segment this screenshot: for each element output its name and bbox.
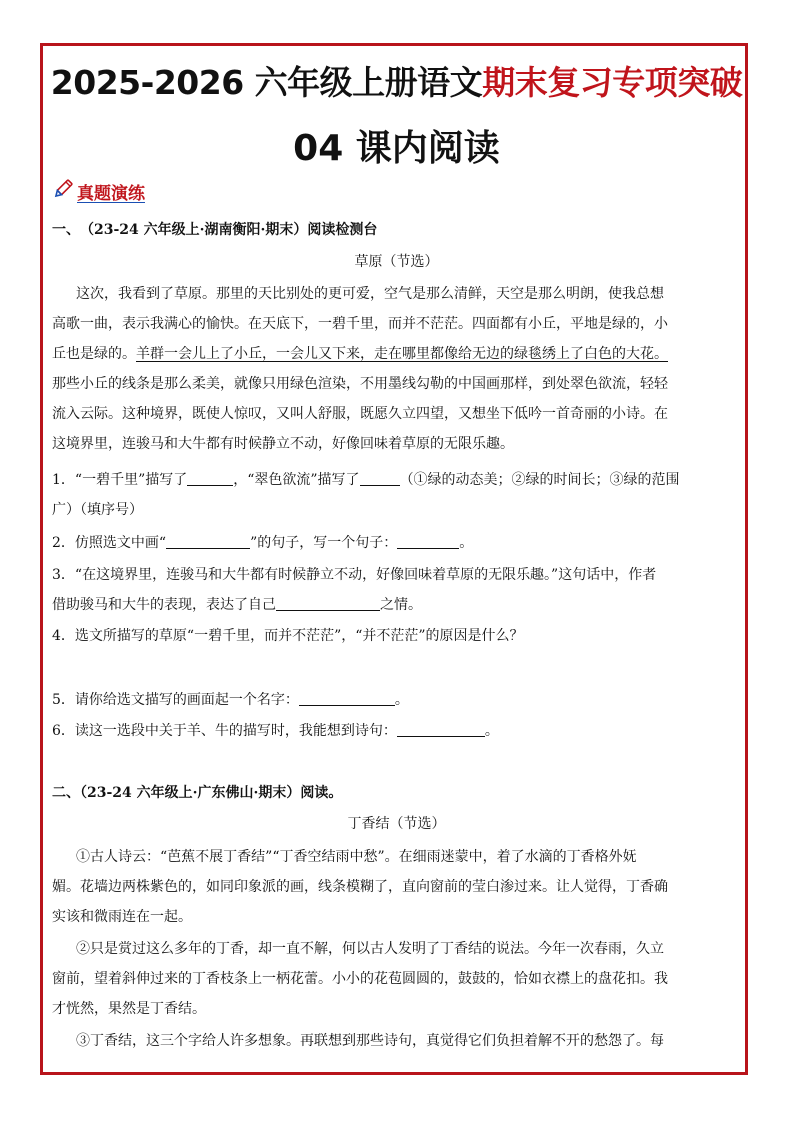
answer-blank[interactable]: [360, 471, 400, 486]
question-6: [52, 721, 747, 741]
page-subtitle: 04 课内阅读: [293, 128, 500, 169]
question-text: ，“翠色欲流”描写了: [233, 472, 360, 488]
answer-blank[interactable]: [276, 596, 380, 611]
q1-passage-text: 丘也是绿的。: [52, 346, 136, 362]
question-1-cont: 广）（填序号）: [52, 502, 143, 518]
q1-passage-title: 草原（节选）: [354, 254, 439, 270]
q1-passage-line: 流入云际。这种境界，既使人惊叹，又叫人舒服，既愿久立四望，又想坐下低吟一首奇丽的小诗。在: [52, 406, 668, 422]
q1-header: 一、 （23-24 六年级上·湖南衡阳·期末）阅读检测台: [52, 222, 378, 238]
answer-blank[interactable]: [397, 722, 485, 737]
q2-passage-line: 窗前，望着斜伸过来的丁香枝条上一柄花蕾。小小的花苞圆圆的，鼓鼓的，恰如衣襟上的盘花扣。我: [52, 971, 668, 987]
question-text: 借助骏马和大牛的表现，表达了自己: [52, 597, 276, 613]
pencil-icon: [52, 178, 74, 204]
question-3: 3．“在这境界里，连骏马和大牛都有时候静立不动，好像回味着草原的无限乐趣。”这句话中，作者: [52, 567, 657, 583]
q1-passage-line: 这次，我看到了草原。那里的天比别处的更可爱，空气是那么清鲜，天空是那么明朗，使我总想: [76, 286, 664, 302]
question-text: （①绿的动态美；②绿的时间长；③绿的范围: [399, 472, 680, 488]
q1-underlined-sentence: 羊群一会儿上了小丘，一会儿又下来，走在哪里都像给无边的绿毯绣上了白色的大花。: [136, 346, 668, 362]
question-text: 之情。: [380, 597, 422, 613]
question-4: 4．选文所描写的草原“一碧千里，而并不茫茫”，“并不茫茫”的原因是什么？: [52, 628, 524, 644]
q2-passage-line: ③丁香结，这三个字给人许多想象。再联想到那些诗句，真觉得它们负担着解不开的愁怨了。每: [76, 1033, 664, 1049]
title-highlight: 期末复习专项突破: [482, 63, 743, 102]
question-text: 6．读这一选段中关于羊、牛的描写时，我能想到诗句：: [52, 723, 397, 739]
question-1: [52, 470, 747, 490]
question-text: ”的句子，写一个句子：: [250, 535, 398, 551]
title-prefix: 2025-2026 六年级上册语文: [50, 63, 483, 102]
q1-passage-line: 那些小丘的线条是那么柔美，就像只用绿色渲染，不用墨线勾勒的中国画那样，到处翠色欲流，轻轻: [52, 376, 668, 392]
question-text: 5．请你给选文描写的画面起一个名字：: [52, 692, 299, 708]
question-text: 。: [394, 692, 409, 708]
question-2: [52, 533, 747, 553]
question-text: 。: [484, 723, 499, 739]
answer-blank[interactable]: [166, 534, 250, 549]
answer-blank[interactable]: [397, 534, 459, 549]
question-text: 。: [459, 535, 474, 551]
page-title: [0, 57, 793, 104]
q1-passage-line: [52, 344, 747, 364]
q2-header: 二、（23-24 六年级上·广东佛山·期末）阅读。: [52, 785, 343, 801]
answer-blank[interactable]: [187, 471, 233, 486]
section-label: 真题演练: [77, 183, 145, 204]
q1-passage-line: 高歌一曲，表示我满心的愉快。在天底下，一碧千里，而并不茫茫。四面都有小丘，平地是绿的，小: [52, 316, 668, 332]
section-heading: [52, 178, 145, 204]
q1-passage-line: 这境界里，连骏马和大牛都有时候静立不动，好像回味着草原的无限乐趣。: [52, 436, 514, 452]
question-5: [52, 690, 747, 710]
q2-passage-line: 媚。花墙边两株紫色的，如同印象派的画，线条模糊了，直向窗前的莹白渗过来。让人觉得，丁香确: [52, 879, 668, 895]
q2-passage-line: ②只是赏过这么多年的丁香，却一直不解，何以古人发明了丁香结的说法。今年一次春雨，久立: [76, 941, 664, 957]
q2-passage-line: ①古人诗云：“芭蕉不展丁香结”“丁香空结雨中愁”。在细雨迷蒙中，着了水滴的丁香格外妩: [76, 849, 637, 865]
q2-passage-line: 实该和微雨连在一起。: [52, 909, 192, 925]
q2-passage-title: 丁香结（节选）: [347, 816, 446, 832]
question-text: 2．仿照选文中画“: [52, 535, 167, 551]
q2-passage-line: 才恍然，果然是丁香结。: [52, 1001, 206, 1017]
question-text: 1．“一碧千里”描写了: [52, 472, 188, 488]
answer-blank[interactable]: [299, 691, 395, 706]
question-3-cont: [52, 595, 747, 615]
